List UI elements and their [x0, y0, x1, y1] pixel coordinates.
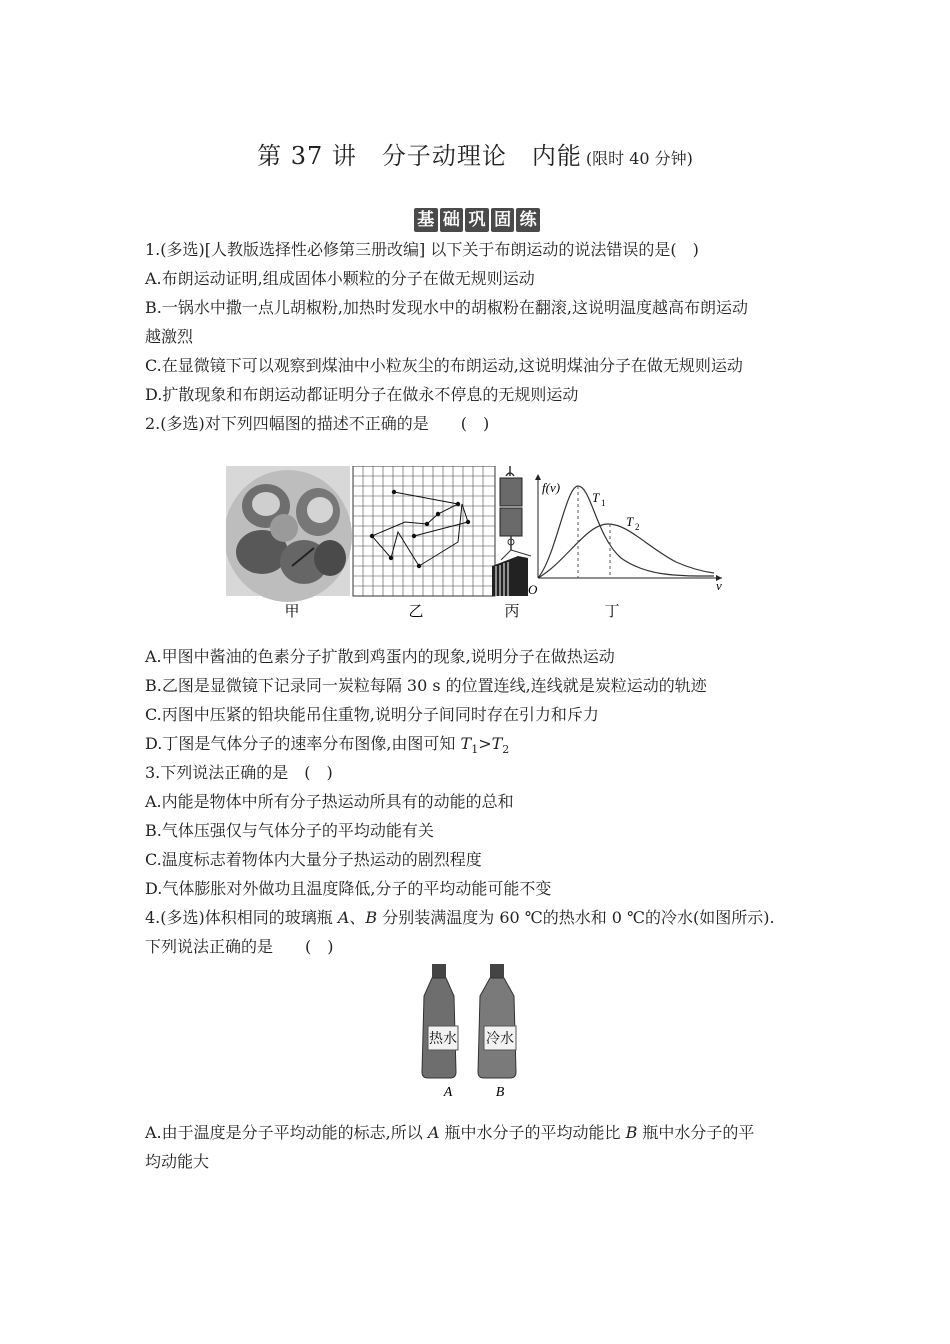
q3-option-c: C.温度标志着物体内大量分子热运动的剧烈程度	[145, 850, 482, 869]
title-main: 第 37 讲 分子动理论 内能	[257, 142, 582, 170]
q1-option-a: A.布朗运动证明,组成固体小颗粒的分子在做无规则运动	[145, 269, 535, 288]
q4-bottle-b-ref: B	[365, 908, 378, 927]
bottle-letter-a: A	[443, 1085, 453, 1100]
bottle-b	[478, 964, 516, 1078]
q2-option-c: C.丙图中压紧的铅块能吊住重物,说明分子间同时存在引力和斥力	[145, 705, 599, 724]
figure-label-bing: 丙	[504, 602, 520, 620]
bottle-letter-b: B	[495, 1085, 505, 1100]
badge-char: 础	[440, 208, 464, 232]
q3-option-d: D.气体膨胀对外做功且温度降低,分子的平均动能可能不变	[145, 879, 552, 898]
figure-label-yi: 乙	[408, 602, 424, 620]
q2-option-d-text: D.丁图是气体分子的速率分布图像,由图可知	[145, 734, 461, 753]
bottle-a-label: 热水	[429, 1031, 457, 1047]
q4-stem-text: 4.(多选)体积相同的玻璃瓶	[145, 908, 338, 927]
q4-bottles-figure	[418, 962, 528, 1100]
graph-t1-label: T	[592, 490, 600, 505]
figure-label-jia: 甲	[284, 602, 300, 620]
q4-stem-cont: 下列说法正确的是 ( )	[145, 937, 334, 956]
bottle-a	[422, 964, 458, 1078]
graph-t2-label: T	[626, 514, 634, 529]
graph-t2-subscript: 2	[635, 522, 640, 532]
q4-stem-rest: 分别装满温度为 60 ℃的热水和 0 ℃的冷水(如图所示).	[377, 908, 775, 927]
badge-char: 固	[491, 208, 515, 232]
brownian-grid	[353, 466, 495, 596]
q3-option-a: A.内能是物体中所有分子热运动所具有的动能的总和	[145, 792, 514, 811]
q4-option-a-bottle-a: A	[427, 1123, 440, 1142]
q2-option-d-sub2: 2	[502, 743, 510, 757]
graph-origin-label: O	[528, 582, 538, 597]
q4-option-a-end: 瓶中水分子的平	[637, 1123, 755, 1142]
q4-option-a	[145, 1122, 815, 1144]
q1-option-b: B.一锅水中撒一点儿胡椒粉,加热时发现水中的胡椒粉在翻滚,这说明温度越高布朗运动	[145, 298, 749, 317]
badge-char: 巩	[465, 208, 489, 232]
q4-bottle-a-ref: A	[337, 908, 350, 927]
section-badge	[414, 208, 540, 232]
q2-option-d-gt: >	[478, 734, 492, 753]
q4-stem-sep: 、	[349, 908, 366, 927]
egg-photo	[226, 466, 352, 602]
page-title	[0, 136, 950, 171]
figure-label-ding: 丁	[604, 602, 620, 620]
q2-option-d-t1: T	[460, 734, 472, 753]
speed-distribution-graph	[528, 474, 722, 597]
q4-option-a-cont: 均动能大	[145, 1152, 210, 1171]
q2-option-d-sub1: 1	[471, 743, 479, 757]
badge-char: 练	[516, 208, 540, 232]
q2-figure	[226, 466, 726, 626]
q3-stem: 3.下列说法正确的是 ( )	[145, 763, 333, 782]
q2-option-a: A.甲图中酱油的色素分子扩散到鸡蛋内的现象,说明分子在做热运动	[145, 647, 615, 666]
graph-t1-subscript: 1	[601, 498, 606, 508]
q2-option-d-t2: T	[491, 734, 503, 753]
q2-option-b: B.乙图是显微镜下记录同一炭粒每隔 30 s 的位置连线,连线就是炭粒运动的轨迹	[145, 676, 707, 695]
badge-char: 基	[414, 208, 438, 232]
q4-stem	[145, 907, 815, 929]
graph-y-label: f(v)	[542, 480, 561, 495]
q1-option-c: C.在显微镜下可以观察到煤油中小粒灰尘的布朗运动,这说明煤油分子在做无规则运动	[145, 356, 743, 375]
q1-stem: 1.(多选)[人教版选择性必修第三册改编] 以下关于布朗运动的说法错误的是( )	[145, 240, 699, 259]
q4-option-a-mid: 瓶中水分子的平均动能比	[439, 1123, 626, 1142]
q4-option-a-text: A.由于温度是分子平均动能的标志,所以	[145, 1123, 428, 1142]
q4-option-a-bottle-b: B	[625, 1123, 638, 1142]
bottle-b-label: 冷水	[486, 1031, 514, 1047]
graph-x-label: v	[716, 578, 722, 593]
q1-option-d: D.扩散现象和布朗运动都证明分子在做永不停息的无规则运动	[145, 385, 579, 404]
title-time-limit: (限时 40 分钟)	[585, 149, 693, 168]
q2-stem: 2.(多选)对下列四幅图的描述不正确的是 ( )	[145, 414, 490, 433]
lead-blocks	[492, 466, 531, 596]
q2-option-d	[145, 733, 815, 761]
q1-option-b-cont: 越激烈	[145, 327, 194, 346]
q3-option-b: B.气体压强仅与气体分子的平均动能有关	[145, 821, 434, 840]
